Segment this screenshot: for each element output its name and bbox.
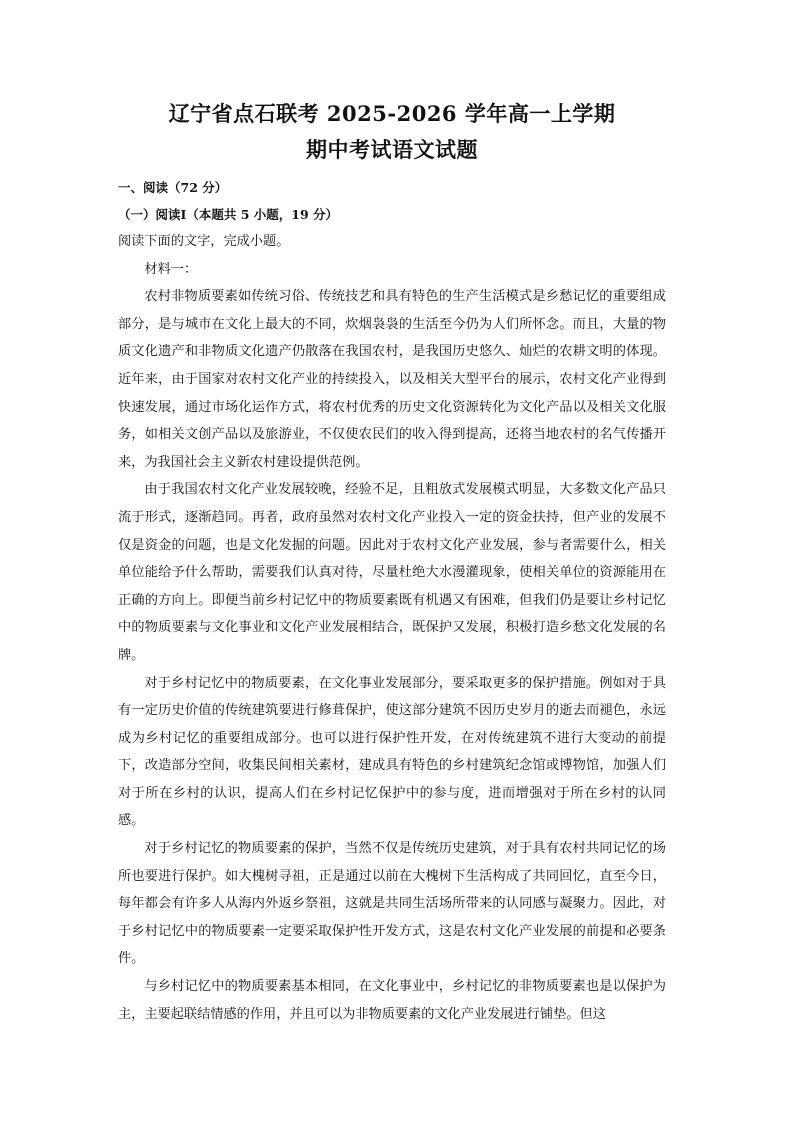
paragraph-2: 由于我国农村文化产业发展较晚，经验不足，且粗放式发展模式明显，大多数文化产品只流于形式，逐渐趋同。再者，政府虽然对农村文化产业投入一定的资金扶持，但产业的发展不仅是资金的问题，也是文化发掘的问题。因此对于农村文化产业发展，参与者需要什么，相关单位能给予什么帮助，需要我们认真对待，尽量杜绝大水漫灌现象，使相关单位的资源能用在正确的方向上。即便当前乡村记忆中的物质要素既有机遇又有困难，但我们仍是要让乡村记忆中的物质要素与文化事业和文化产业发展相结合，既保护又发展，积极打造乡愁文化发展的名牌。 [118,482,666,663]
paragraph-1: 农村非物质要素如传统习俗、传统技艺和具有特色的生产生活模式是乡愁记忆的重要组成部分，是与城市在文化上最大的不同，炊烟袅袅的生活至今仍为人们所怀念。而且，大量的物质文化遗产和非物质文化遗产仍散落在我国农村，是我国历史悠久、灿烂的农耕文明的体现。近年来，由于国家对农村文化产业的持续投入，以及相关大型平台的展示，农村文化产业得到快速发展，通过市场化运作方式，将农村优秀的历史文化资源转化为文化产品以及相关文化服务，如相关文创产品以及旅游业，不仅使农民们的收入得到提高，还将当地农村的名气传播开来，为我国社会主义新农村建设提供范例。 [118,289,666,470]
instruction-text: 阅读下面的文字，完成小题。 [118,234,290,249]
section-heading: 一、阅读（72 分） [118,180,228,195]
paragraph-5: 与乡村记忆中的物质要素基本相同，在文化事业中，乡村记忆的非物质要素也是以保护为主，主要起联结情感的作用，并且可以为非物质要素的文化产业发展进行铺垫。但这 [118,979,666,1022]
subsection-heading: （一）阅读Ⅰ（本题共 5 小题，19 分） [118,207,338,222]
paragraph-3: 对于乡村记忆中的物质要素，在文化事业发展部分，要采取更多的保护措施。例如对于具有一定历史价值的传统建筑要进行修葺保护，使这部分建筑不因历史岁月的逝去而褪色，永远成为乡村记忆的重要组成部分。也可以进行保护性开发，在对传统建筑不进行大变动的前提下，改造部分空间，收集民间相关素材，建成具有特色的乡村建筑纪念馆或博物馆，加强人们对于所在乡村的认识，提高人们在乡村记忆保护中的参与度，进而增强对于所在乡村的认同感。 [118,675,666,829]
exam-title-line2: 期中考试语文试题 [306,137,478,162]
paragraph-4: 对于乡村记忆的物质要素的保护，当然不仅是传统历史建筑，对于具有农村共同记忆的场所也要进行保护。如大槐树寻祖，正是通过以前在大槐树下生活构成了共同回忆，直至今日，每年都会有许多人从海内外返乡祭祖，这就是共同生活场所带来的认同感与凝聚力。因此，对于乡村记忆中的物质要素一定要采取保护性开发方式，这是农村文化产业发展的前提和必要条件。 [118,841,666,967]
exam-title-line1: 辽宁省点石联考 2025-2026 学年高一上学期 [168,101,616,126]
material-label: 材料一： [144,261,198,277]
